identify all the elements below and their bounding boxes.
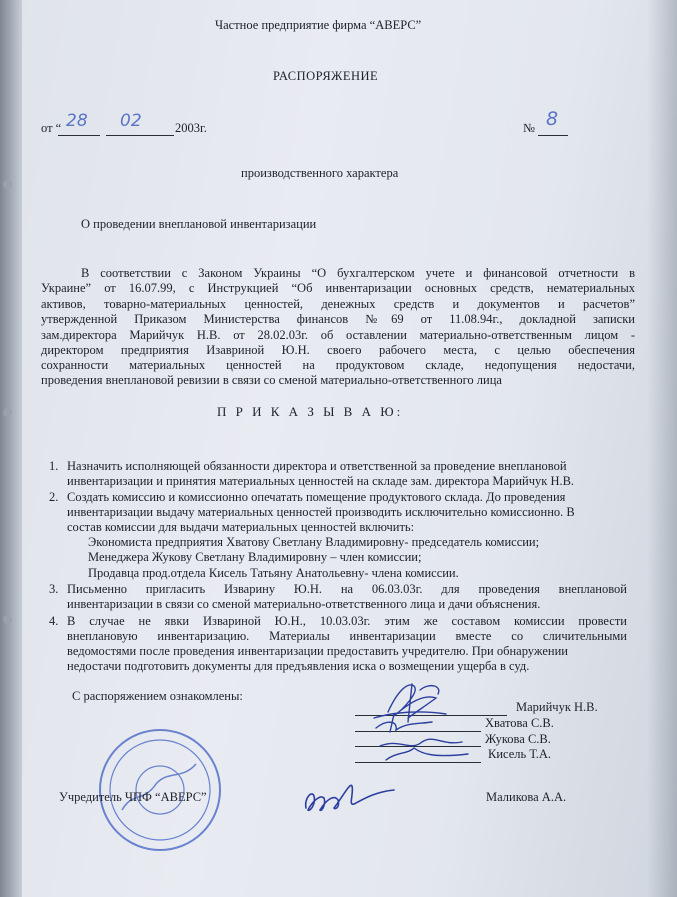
item-number: 2. bbox=[49, 490, 59, 504]
doc-number-label: № bbox=[523, 121, 535, 135]
preamble-line: зам.директора Марийчук Н.В. от 28.02.03г. об оставлении материально-ответственным лицом - bbox=[41, 328, 635, 342]
org-header: Частное предприятие фирма “АВЕРС” bbox=[215, 18, 422, 32]
item-line: инвентаризации и принятия материальных ценностей на складе зам. директора Марийчук Н.В. bbox=[67, 474, 575, 488]
commission-member: Продавца прод.отдела Кисель Татьяну Анатольевну- членa комиссии. bbox=[88, 566, 459, 580]
doc-subject: О проведении внеплановой инвентаризации bbox=[81, 217, 317, 231]
punch-hole bbox=[3, 615, 12, 624]
preamble-line: утвержденной Приказом Министерства финансов №69 от 11.08.94г., докладной записки bbox=[41, 312, 635, 326]
item-line: Письменно пригласить Изварину Ю.Н. на 06.03.03г. для проведения внеплановой bbox=[67, 582, 627, 596]
director-signature bbox=[290, 772, 420, 822]
date-prefix: от “ bbox=[41, 121, 62, 135]
item-line: инвентаризации в связи со сменой материально-ответственного лица и дачи объяснения. bbox=[67, 597, 541, 611]
item-line: инвентаризации выдачу материальных ценностей производить исключительно комиссионно. В bbox=[67, 505, 575, 519]
commission-member: Экономиста предприятия Хватову Светлану Владимировну- председатель комиссии; bbox=[88, 535, 540, 549]
item-line: недостачи подготовить документы для предъявления иска о возмещении ущерба в суд. bbox=[67, 659, 530, 673]
preamble-line: проведения внеплановой ревизии в связи со сменой материально-ответственного лица bbox=[41, 373, 502, 387]
doc-number: 8 bbox=[546, 108, 559, 130]
order-heading: П Р И К А З Ы В А Ю: bbox=[217, 404, 404, 419]
punch-hole bbox=[3, 180, 12, 189]
acknowledgement-label: С распоряжением ознакомлены: bbox=[72, 689, 243, 703]
item-line: внеплановую инвентаризацию. Материалы инвентаризации вместе со сличительными bbox=[67, 629, 627, 643]
item-number: 4. bbox=[49, 614, 59, 628]
item-line: состав комиссии для выдачи материальных ценностей включить: bbox=[67, 520, 415, 534]
item-number: 1. bbox=[49, 459, 59, 473]
preamble-line: В соответствии с Законом Украины “О бухгалтерском учете и финансовой отчетности в bbox=[81, 266, 635, 280]
doc-subtitle: производственного характера bbox=[241, 166, 399, 180]
item-line: Создать комиссию и комиссионно опечатать помещение продуктового склада. До проведения bbox=[67, 490, 566, 504]
preamble-line: сохранности материальных ценностей на продуктовом складе, недопущения недостачи, bbox=[41, 358, 635, 372]
founder-name: Маликова А.А. bbox=[486, 790, 567, 804]
date-day: 28 bbox=[66, 111, 88, 131]
date-month: 02 bbox=[120, 111, 142, 131]
signature-marks bbox=[350, 672, 510, 776]
page-edge bbox=[0, 0, 22, 897]
signatory-name: Жукова С.В. bbox=[485, 732, 551, 746]
preamble-line: активов, товарно-материальных ценностей, денежных средств и документов и расчетов” bbox=[41, 297, 635, 311]
signatory-name: Хватова С.В. bbox=[485, 716, 554, 730]
signatory-name: Кисель Т.А. bbox=[488, 747, 552, 761]
item-number: 3. bbox=[49, 582, 59, 596]
item-line: В случае не явки Извариной Ю.Н., 10.03.03г. этим же составом комиссии провести bbox=[67, 614, 627, 628]
date-year: 2003г. bbox=[175, 121, 207, 135]
preamble-line: директором предприятия Изавриной Ю.Н. своего рабочего места, с целью обеспечения bbox=[41, 343, 635, 357]
signatory-name: Марийчук Н.В. bbox=[516, 700, 598, 714]
item-line: ведомостями после проведения инвентаризации предоставить учредителю. При обнаружении bbox=[67, 644, 568, 658]
page-shadow bbox=[647, 0, 677, 897]
punch-hole bbox=[3, 408, 12, 417]
founder-label: Учредитель ЧПФ “АВЕРС” bbox=[59, 790, 207, 804]
doc-title: РАСПОРЯЖЕНИЕ bbox=[273, 69, 379, 83]
commission-member: Менеджера Жукову Светлану Владимировну – член комиссии; bbox=[88, 550, 422, 564]
item-line: Назначить исполняющей обязанности директора и ответственной за проведение внеплановой bbox=[67, 459, 567, 473]
preamble-line: Украине” от 16.07.99, с Инструкцией “Об инвентаризации основных средств, нематериальных bbox=[41, 281, 635, 295]
